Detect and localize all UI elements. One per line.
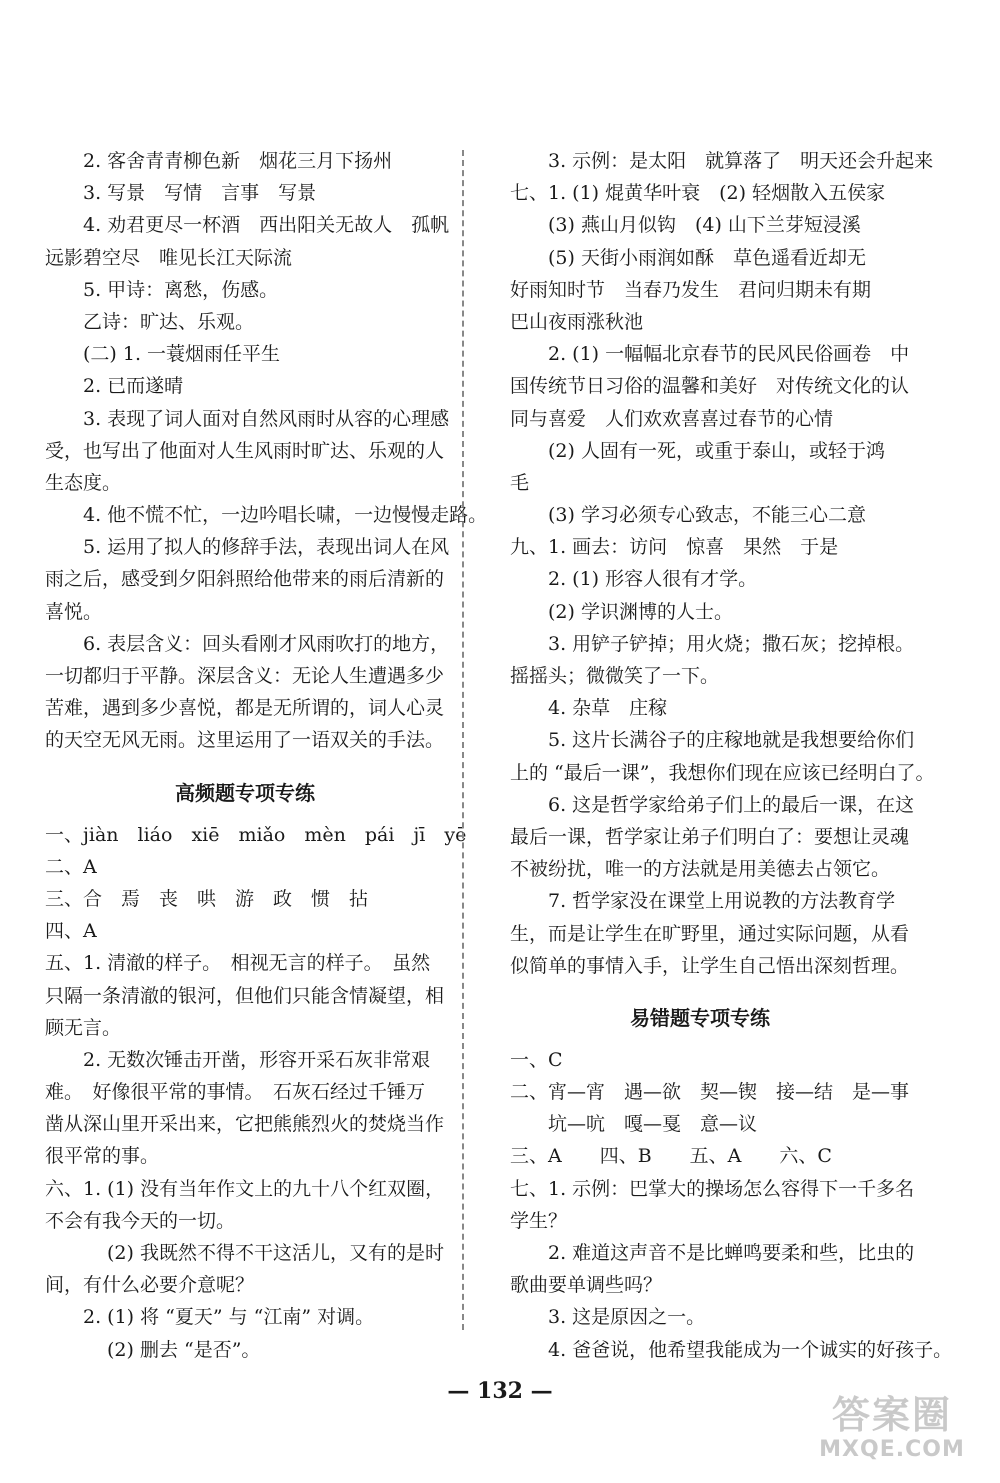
answer-line: 二、A	[45, 855, 97, 878]
watermark-text-top: 答案圈	[831, 1393, 952, 1437]
answer-line: 坑—吭 嘎—戛 意—议	[548, 1113, 758, 1136]
answer-line: 4. 杂草 庄稼	[548, 697, 668, 720]
answer-line: 似简单的事情入手，让学生自己悟出深刻哲理。	[510, 954, 910, 977]
answer-line: 2. 客舍青青柳色新 烟花三月下扬州	[83, 150, 393, 172]
section-heading-high-frequency: 高频题专项专练	[175, 780, 315, 805]
answer-line: 四、A	[45, 920, 97, 943]
answer-line: 凿从深山里开采出来，它把熊熊烈火的焚烧当作	[45, 1113, 445, 1136]
answer-line: 七、1. 示例：巴掌大的操场怎么容得下一千多名	[510, 1177, 915, 1200]
answer-line: 不会有我今天的一切。	[45, 1209, 236, 1232]
answer-line: (5) 天街小雨润如酥 草色遥看近却无	[548, 246, 866, 269]
answer-line: 4. 他不慌不忙，一边吟唱长啸，一边慢慢走路。	[83, 504, 488, 527]
left-answers-bottom	[45, 819, 467, 1366]
answer-line: 5. 运用了拟人的修辞手法，表现出词人在风	[83, 536, 450, 559]
answer-line: 巴山夜雨涨秋池	[510, 310, 644, 333]
section-heading-error-prone: 易错题专项专练	[630, 1005, 770, 1030]
answer-line: 学生？	[510, 1209, 568, 1232]
answer-line: (3) 燕山月似钩 (4) 山下兰芽短浸溪	[548, 214, 861, 237]
answer-line: 间，有什么必要介意呢？	[45, 1274, 255, 1297]
column-divider	[462, 150, 464, 1330]
answer-line: 2. 已而遂晴	[83, 375, 184, 398]
answer-line: 最后一课，哲学家让弟子们明白了：要想让灵魂	[510, 825, 910, 848]
answer-line: (二) 1. 一蓑烟雨任平生	[83, 343, 281, 366]
answer-line: 苦难，遇到多少喜悦，都是无所谓的，词人心灵	[45, 697, 445, 720]
answer-line: 九、1. 画去：访问 惊喜 果然 于是	[510, 536, 839, 559]
answer-line: (2) 学识渊博的人士。	[548, 600, 733, 623]
answer-line: 乙诗：旷达、乐观。	[83, 310, 255, 333]
answer-line: 国传统节日习俗的温馨和美好 对传统文化的认	[510, 375, 910, 398]
answer-line: 6. 表层含义：回头看刚才风雨吹打的地方，	[83, 632, 450, 655]
answer-line: 2. (1) 形容人很有才学。	[548, 568, 758, 591]
page-number: — 132 —	[447, 1378, 553, 1404]
answer-line: 一、jiàn liáo xiē miǎo mèn pái jī yē	[45, 823, 467, 846]
answer-line: (3) 学习必须专心致志，不能三心二意	[548, 504, 866, 527]
answer-line: 歌曲要单调些吗？	[510, 1274, 663, 1297]
answer-line: 的天空无风无雨。这里运用了一语双关的手法。	[45, 729, 445, 752]
left-column	[45, 145, 488, 1366]
answer-line: 生态度。	[45, 471, 122, 494]
answer-line: 5. 甲诗：离愁，伤感。	[83, 278, 279, 301]
answer-line: 摇摇头；微微笑了一下。	[510, 665, 720, 687]
answer-line: 不被纷扰，唯一的方法就是用美德去占领它。	[510, 858, 891, 881]
answer-line: 雨之后，感受到夕阳斜照给他带来的雨后清新的	[45, 568, 445, 591]
answer-line: (2) 删去 “是否”。	[107, 1338, 261, 1361]
answer-line: 2. (1) 将 “夏天” 与 “江南” 对调。	[83, 1306, 375, 1329]
answer-line: 3. 表现了词人面对自然风雨时从容的心理感	[83, 407, 450, 430]
answer-line: 三、合 焉 丧 哄 游 政 惯 拈	[45, 887, 369, 910]
answer-line: 上的 “最后一课”，我想你们现在应该已经明白了。	[510, 761, 935, 784]
answer-line: 3. 这是原因之一。	[548, 1306, 706, 1329]
answer-line: 很平常的事。	[45, 1145, 160, 1168]
watermark-logo	[802, 1393, 982, 1473]
right-column	[510, 145, 953, 1366]
answer-line: 7. 哲学家没在课堂上用说教的方法教育学	[548, 890, 896, 913]
answer-line: (2) 人固有一死，或重于泰山，或轻于鸿	[548, 439, 885, 462]
right-answers-top	[510, 145, 935, 982]
answer-line: 3. 写景 写情 言事 写景	[83, 182, 317, 205]
answer-line: 3. 示例：是太阳 就算落了 明天还会升起来	[548, 150, 934, 172]
answer-line: 生，而是让学生在旷野里，通过实际问题，从看	[510, 922, 910, 945]
answer-line: 受，也写出了他面对人生风雨时旷达、乐观的人	[45, 439, 445, 462]
answer-line: 6. 这是哲学家给弟子们上的最后一课，在这	[548, 793, 915, 816]
right-answers-bottom	[510, 1044, 953, 1366]
answer-line: 3. 用铲子铲掉；用火烧；撒石灰；挖掉根。	[548, 632, 915, 655]
answer-line: (2) 我既然不得不干这活儿，又有的是时	[107, 1242, 444, 1264]
answer-line: 七、1. (1) 焜黄华叶衰 (2) 轻烟散入五侯家	[510, 182, 886, 205]
answer-line: 三、A 四、B 五、A 六、C	[510, 1145, 832, 1168]
answer-line: 一、C	[510, 1048, 563, 1071]
watermark-text-bottom: MXQE.COM	[819, 1437, 965, 1462]
left-answers-top	[45, 145, 488, 757]
answer-line: 五、1. 清澈的样子。 相视无言的样子。 虽然	[45, 952, 431, 975]
answer-line: 远影碧空尽 唯见长江天际流	[45, 246, 293, 269]
answer-line: 4. 劝君更尽一杯酒 西出阳关无故人 孤帆	[83, 214, 450, 237]
answer-line: 只隔一条清澈的银河，但他们只能含情凝望，相	[45, 984, 445, 1007]
answer-line: 喜悦。	[45, 600, 103, 623]
answer-line: 5. 这片长满谷子的庄稼地就是我想要给你们	[548, 729, 915, 752]
answer-line: 难。 好像很平常的事情。 石灰石经过千锤万	[45, 1081, 426, 1104]
answer-line: 2. 难道这声音不是比蝉鸣要柔和些，比虫的	[548, 1242, 915, 1264]
answer-line: 二、宵—宵 遇—欲 契—锲 接—结 是—事	[510, 1081, 910, 1104]
answer-line: 2. (1) 一幅幅北京春节的民风民俗画卷 中	[548, 343, 910, 366]
answer-line: 六、1. (1) 没有当年作文上的九十八个红双圈，	[45, 1177, 445, 1200]
answer-line: 4. 爸爸说，他希望我能成为一个诚实的好孩子。	[548, 1338, 953, 1361]
answer-line: 顾无言。	[45, 1016, 122, 1039]
answer-line: 同与喜爱 人们欢欢喜喜过春节的心情	[510, 407, 834, 430]
answer-line: 2. 无数次锤击开凿，形容开采石灰非常艰	[83, 1048, 431, 1071]
answer-line: 毛	[510, 471, 530, 494]
answer-line: 一切都归于平静。深层含义：无论人生遭遇多少	[45, 665, 445, 687]
answer-line: 好雨知时节 当春乃发生 君问归期未有期	[510, 278, 872, 301]
